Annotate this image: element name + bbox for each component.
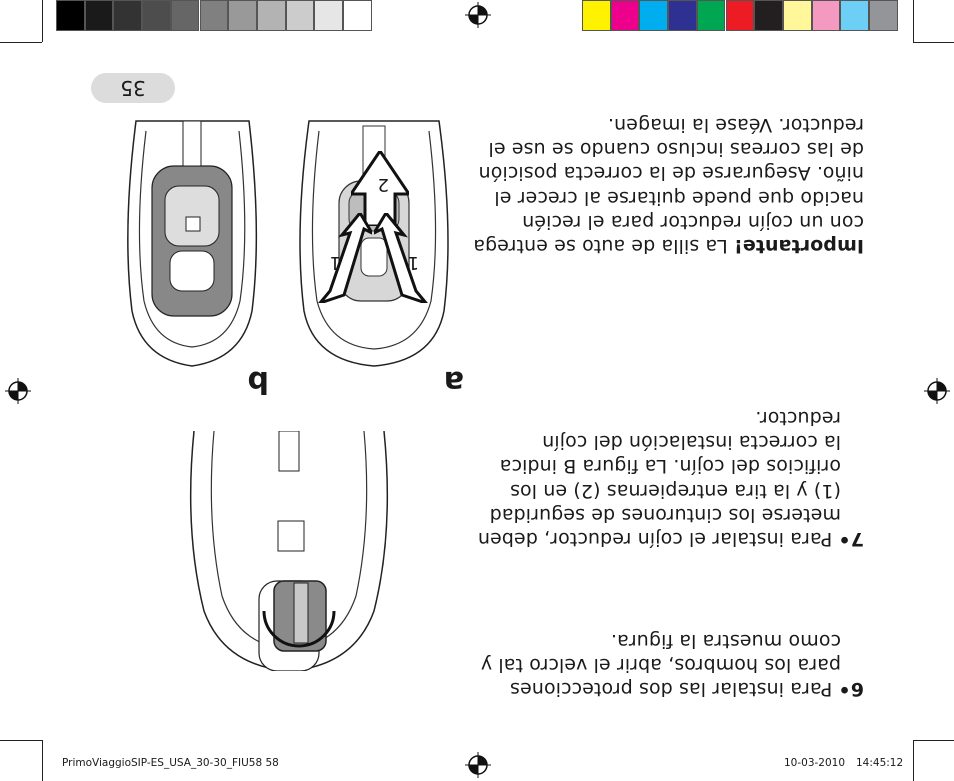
step-7-line: (1) y la tira entrepiernas (2) en los xyxy=(509,479,841,502)
footer-date: 10-03-2010 xyxy=(784,757,846,769)
important-line: niño. Asegurarse de la correcta posición xyxy=(478,162,864,185)
important-line: de las correas incluso cuando se use el xyxy=(488,138,864,161)
page-number: 35 xyxy=(120,76,146,100)
step-7 xyxy=(478,406,864,551)
figure-b-seat-reducer xyxy=(119,111,264,371)
figure-b-label: b xyxy=(247,364,269,399)
step-6-line: Para instalar las dos protecciones xyxy=(509,678,833,700)
footer-file-name: PrimoViaggioSIP-ES_USA_30-30_FIU58 58 xyxy=(62,757,279,769)
step-7-line: orificios del cojín. La figura B indica xyxy=(499,455,841,478)
important-line: reductor. Véase la imagen. xyxy=(607,113,864,136)
step-6 xyxy=(481,628,864,701)
arrow-icon xyxy=(312,213,372,303)
important-line: con un cojín reductor para el recién xyxy=(522,210,864,233)
important-line: La silla de auto se entrega xyxy=(473,235,734,257)
step-7-line: la correcta instalación del cojín xyxy=(542,431,841,454)
important-note xyxy=(473,113,864,258)
important-title: Importante! xyxy=(733,235,864,257)
footer-time: 14:45:12 xyxy=(856,757,904,769)
figure-a-label: a xyxy=(443,364,464,399)
step-6-number: 6• xyxy=(838,678,864,700)
step-7-line: Para instalar el cojín reductor, deben xyxy=(477,528,833,550)
step-7-line: reductor. xyxy=(755,406,841,429)
figure-shoulder-pads xyxy=(184,431,394,671)
arrow-icon xyxy=(374,213,434,303)
important-line: nacido que puede quitarse al crecer el xyxy=(494,186,864,209)
step-7-number: 7• xyxy=(838,528,864,550)
step-7-line: meterse los cinturones de seguridad xyxy=(489,503,841,526)
arrow-label-1: 1 xyxy=(329,252,341,273)
step-6-line: como muestra la figura. xyxy=(610,629,841,652)
step-6-line: para los hombros, abrir el velcro tal y xyxy=(480,653,841,676)
arrow-label-2: 2 xyxy=(377,174,389,195)
arrow-label-1: 1 xyxy=(407,252,419,273)
